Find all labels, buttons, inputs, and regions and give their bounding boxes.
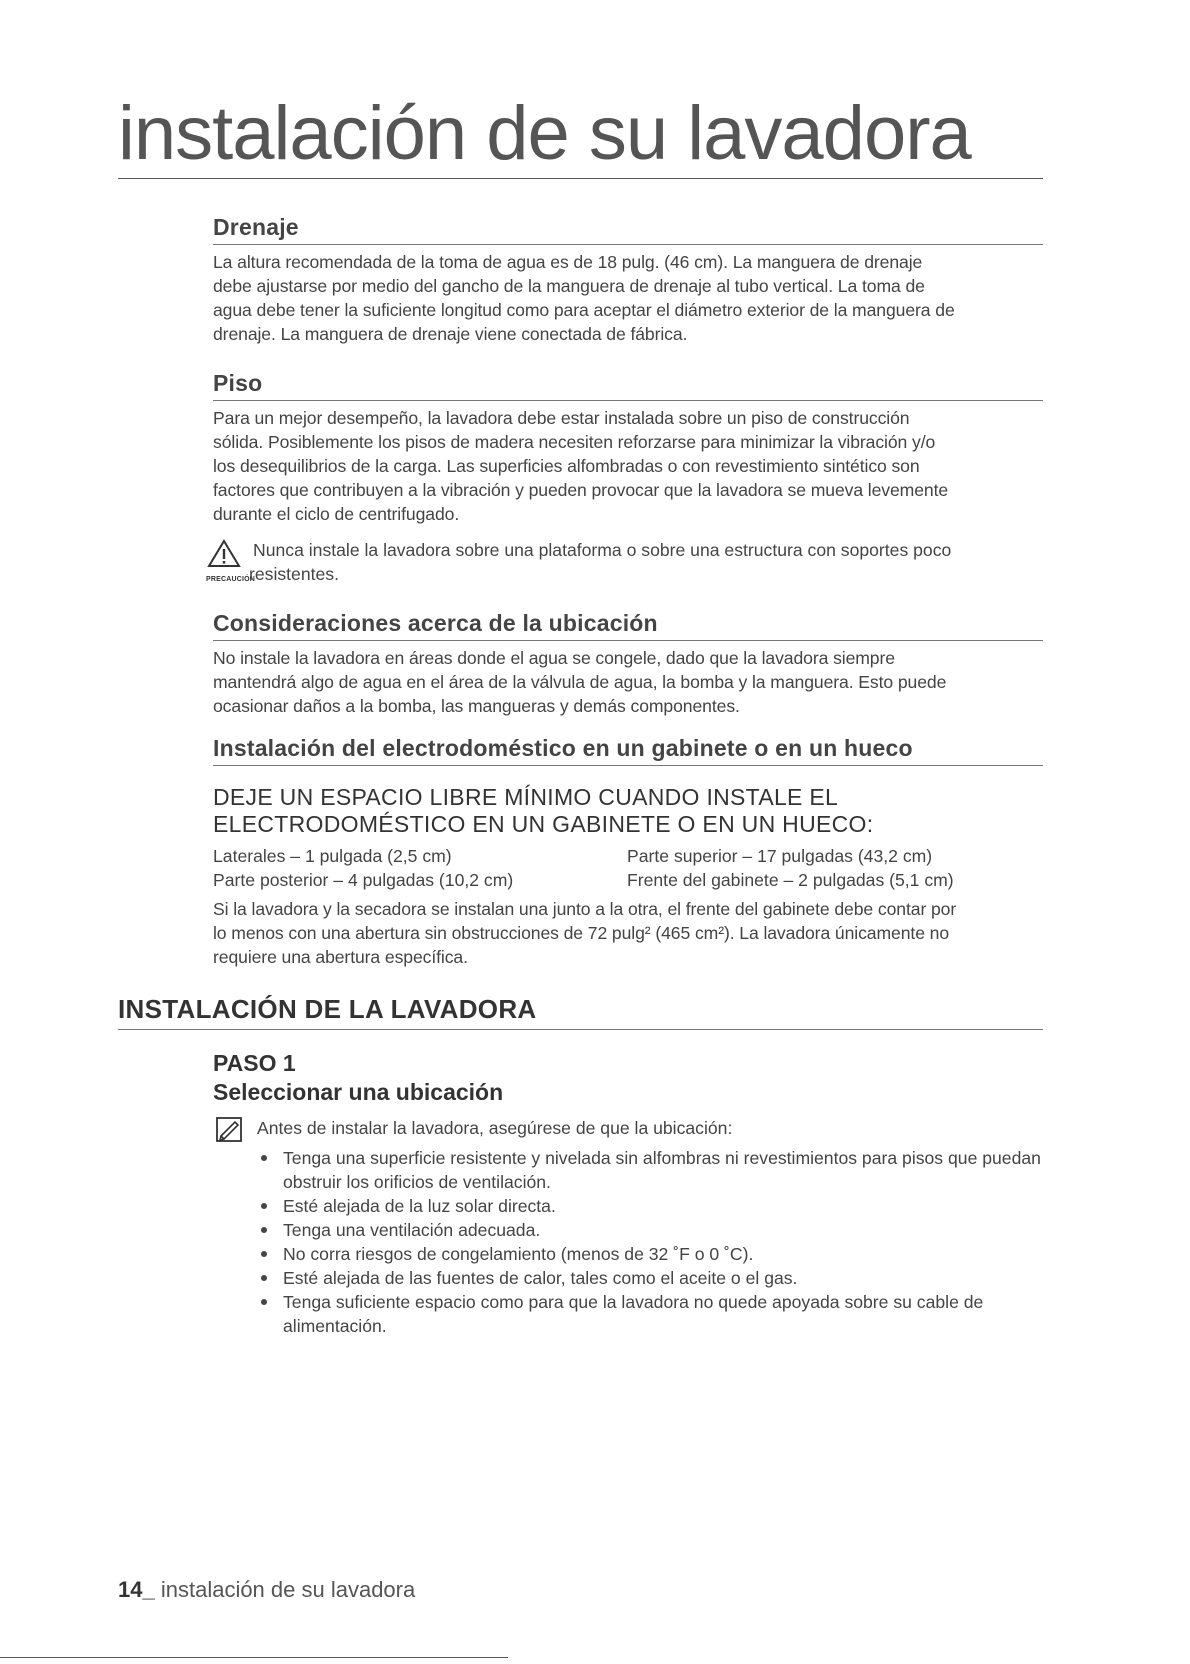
paragraph-gabinete bbox=[213, 897, 1043, 969]
text-line: requiere una abertura específica. bbox=[213, 947, 468, 967]
text-line: Si la lavadora y la secadora se instalan una junto a la otra, el frente del gabinete debe contar por bbox=[213, 899, 957, 919]
text-line: mantendrá algo de agua en el área de la válvula de agua, la bomba y la manguera. Esto puede bbox=[213, 672, 947, 692]
text-line: agua debe tener la suficiente longitud como para aceptar el diámetro exterior de la manguera de bbox=[213, 300, 955, 320]
text-line: Para un mejor desempeño, la lavadora debe estar instalada sobre un piso de construcción bbox=[213, 408, 910, 428]
clearance-item: Parte posterior – 4 pulgadas (10,2 cm) bbox=[213, 870, 514, 890]
list-item: Tenga suficiente espacio como para que la lavadora no quede apoyada sobre su cable de alimentación. bbox=[257, 1290, 1043, 1338]
heading-gabinete: Instalación del electrodoméstico en un gabinete o en un hueco bbox=[213, 735, 1043, 766]
section-gabinete bbox=[213, 735, 1043, 969]
clearance-item: Laterales – 1 pulgada (2,5 cm) bbox=[213, 846, 452, 866]
list-item: Tenga una superficie resistente y nivelada sin alfombras ni revestimientos para pisos que puedan obstruir los orificios de ventilación. bbox=[257, 1146, 1043, 1194]
heading-drenaje: Drenaje bbox=[213, 214, 1043, 245]
note bbox=[213, 1116, 1043, 1140]
clearance-heading-line: ELECTRODOMÉSTICO EN UN GABINETE O EN UN HUECO: bbox=[213, 811, 874, 837]
page-title: instalación de su lavadora bbox=[118, 96, 1043, 179]
list-item: Tenga una ventilación adecuada. bbox=[257, 1218, 1043, 1242]
note-pencil-icon bbox=[215, 1116, 245, 1144]
step-title: Seleccionar una ubicación bbox=[213, 1079, 504, 1105]
text-line: sólida. Posiblemente los pisos de madera necesiten reforzarse para minimizar la vibración y/o bbox=[213, 432, 936, 452]
step-label: PASO 1 bbox=[213, 1050, 296, 1076]
bottom-divider bbox=[0, 1657, 508, 1658]
text-line: durante el ciclo de centrifugado. bbox=[213, 504, 460, 524]
text-line: drenaje. La manguera de drenaje viene conectada de fábrica. bbox=[213, 324, 688, 344]
heading-piso: Piso bbox=[213, 370, 1043, 401]
paragraph-ubicacion bbox=[213, 646, 1043, 718]
text-line: La altura recomendada de la toma de agua es de 18 pulg. (46 cm). La manguera de drenaje bbox=[213, 252, 923, 272]
section-ubicacion bbox=[213, 610, 1043, 718]
caution-label: PRECAUCIÓN bbox=[206, 576, 256, 583]
list-item: Esté alejada de la luz solar directa. bbox=[257, 1194, 1043, 1218]
text-line: lo menos con una abertura sin obstrucciones de 72 pulg² (465 cm²). La lavadora únicamente no bbox=[213, 923, 950, 943]
paragraph-piso bbox=[213, 406, 1043, 526]
clearance-heading-line: DEJE UN ESPACIO LIBRE MÍNIMO CUANDO INSTALE EL bbox=[213, 784, 839, 810]
section-drenaje bbox=[213, 214, 1043, 346]
page-footer bbox=[118, 1577, 415, 1603]
section-piso bbox=[206, 370, 1043, 586]
section-title-instalacion: INSTALACIÓN DE LA LAVADORA bbox=[118, 994, 1043, 1030]
page-number: 14_ bbox=[118, 1577, 155, 1602]
clearance-item: Frente del gabinete – 2 pulgadas (5,1 cm) bbox=[627, 870, 954, 890]
section-paso-1 bbox=[213, 1050, 1043, 1338]
text-line: factores que contribuyen a la vibración y pueden provocar que la lavadora se mueva levemente bbox=[213, 480, 949, 500]
list-item: No corra riesgos de congelamiento (menos de 32 ˚F o 0 ˚C). bbox=[257, 1242, 1043, 1266]
caution-text-line: Nunca instale la lavadora sobre una plataforma o sobre una estructura con soportes poco bbox=[253, 540, 952, 560]
clearance-item: Parte superior – 17 pulgadas (43,2 cm) bbox=[627, 846, 933, 866]
text-line: No instale la lavadora en áreas donde el agua se congele, dado que la lavadora siempre bbox=[213, 648, 895, 668]
text-line: ocasionar daños a la bomba, las mangueras y demás componentes. bbox=[213, 696, 740, 716]
note-text: Antes de instalar la lavadora, asegúrese de que la ubicación: bbox=[257, 1118, 733, 1138]
text-line: debe ajustarse por medio del gancho de la manguera de drenaje al tubo vertical. La toma de bbox=[213, 276, 925, 296]
location-requirements-list bbox=[213, 1146, 1043, 1338]
clearance-table bbox=[213, 844, 1043, 892]
warning-triangle-icon bbox=[207, 539, 241, 569]
list-item: Esté alejada de las fuentes de calor, tales como el aceite o el gas. bbox=[257, 1266, 1043, 1290]
caution-text-line: resistentes. bbox=[249, 564, 339, 584]
footer-label: instalación de su lavadora bbox=[160, 1577, 416, 1602]
paragraph-drenaje bbox=[213, 250, 1043, 346]
heading-ubicacion: Consideraciones acerca de la ubicación bbox=[213, 610, 1043, 641]
clearance-heading bbox=[213, 784, 1043, 838]
caution-note bbox=[206, 538, 1043, 586]
text-line: los desequilibrios de la carga. Las superficies alfombradas o con revestimiento sintético son bbox=[213, 456, 920, 476]
